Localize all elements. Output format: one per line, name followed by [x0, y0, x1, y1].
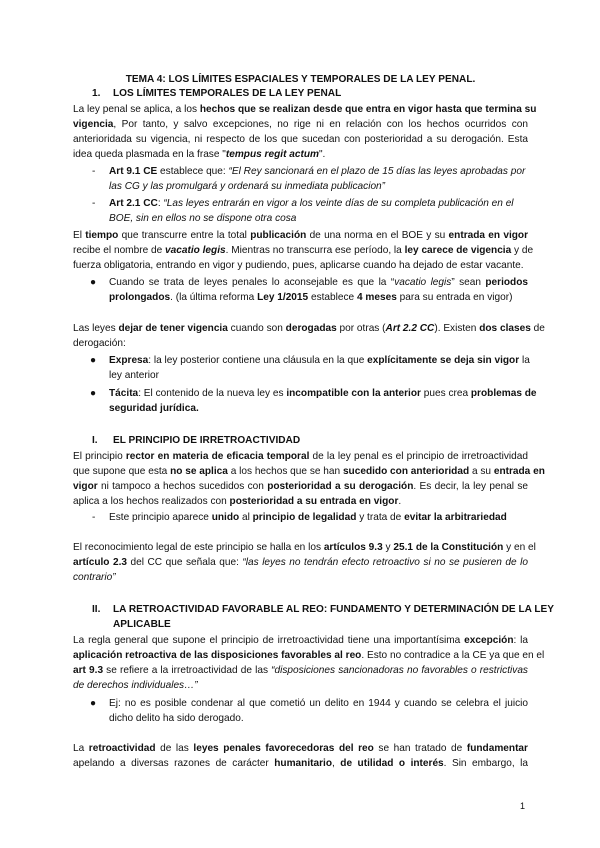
- section-heading: EL PRINCIPIO DE IRRETROACTIVIDAD: [113, 435, 301, 446]
- section-heading-continuation: APLICABLE: [113, 619, 171, 630]
- page-number: 1: [520, 801, 526, 811]
- paragraph-line: aplicación retroactiva de las disposiciones favorables al reo. Esto no contradice a la CE ya que en el: [73, 650, 545, 661]
- bullet-marker: ●: [90, 388, 97, 399]
- list-item: Este principio aparece unido al principio de legalidad y trata de evitar la arbitrariedad: [109, 512, 507, 523]
- list-item: Ej: no es posible condenar al que cometió un delito en 1944 y cuando se celebra el juicio: [109, 698, 528, 709]
- dash-marker: -: [92, 512, 96, 523]
- list-item: Expresa: la ley posterior contiene una cláusula en la que explícitamente se deja sin vigor la: [109, 355, 530, 366]
- paragraph-line: art 9.3 se refiere a la irretroactividad de las “disposiciones sancionadoras no favorables o restrictivas: [73, 665, 528, 676]
- list-item: Art 9.1 CE establece que: “El Rey sancionará en el plazo de 15 días las leyes aprobadas por: [109, 166, 526, 177]
- list-item: Cuando se trata de leyes penales lo aconsejable es que la “vacatio legis” sean periodos: [109, 277, 528, 288]
- paragraph-line: El tiempo que transcurre entre la total publicación de una norma en el BOE y su entrada en vigor: [73, 230, 529, 241]
- paragraph-line: anterioridada su vigencia, ni respecto de los que sucedan con posterioridad a su derogación. Esta: [73, 134, 528, 145]
- paragraph-line: fuerza obligatoria, entrando en vigor y pudiendo, pues, aplicarse cuando ha dejado de estar vacante.: [73, 260, 524, 271]
- bullet-marker: ●: [90, 355, 97, 366]
- list-item: Art 2.1 CC: “Las leyes entrarán en vigor a los veinte días de su completa publicación en el: [109, 198, 514, 209]
- section-number: 1.: [92, 88, 101, 99]
- paragraph-line: artículo 2.3 del CC que señala que: “las leyes no tendrán efecto retroactivo si no se pusieren de lo: [73, 557, 528, 568]
- section-number: II.: [92, 604, 101, 615]
- paragraph-line: Las leyes dejar de tener vigencia cuando son derogadas por otras (Art 2.2 CC). Existen dos clases de: [73, 323, 545, 334]
- section-heading: LOS LÍMITES TEMPORALES DE LA LEY PENAL: [113, 88, 342, 99]
- dash-marker: -: [92, 166, 96, 177]
- list-item-continuation: BOE, sin en ellos no se dispone otra cosa: [109, 213, 297, 224]
- paragraph-line: idea queda plasmada en la frase "tempus regit actum".: [73, 149, 326, 160]
- paragraph-line: vigencia, Por tanto, y salvo excepciones, no rige ni en relación con los hechos ocurridos con: [73, 119, 528, 130]
- paragraph-line: aplica a los hechos realizados con posterioridad a su entrada en vigor.: [73, 496, 402, 507]
- paragraph-line: El reconocimiento legal de este principio se halla en los artículos 9.3 y 25.1 de la Constitución y en el: [73, 542, 536, 553]
- section-number: I.: [92, 435, 98, 446]
- paragraph-line: recibe el nombre de vacatio legis. Mientras no transcurra ese período, la ley carece de vigencia y de: [73, 245, 534, 256]
- paragraph-line: vigor ni tampoco a hechos sucedidos con posterioridad a su derogación. Es decir, la ley penal se: [73, 481, 528, 492]
- paragraph-line: apelando a diversas razones de carácter humanitario, de utilidad o interés. Sin embargo, la: [73, 758, 529, 769]
- paragraph-line: contrario”: [73, 572, 116, 583]
- list-item-continuation: ley anterior: [109, 370, 159, 381]
- page-title: TEMA 4: LOS LÍMITES ESPACIALES Y TEMPORALES DE LA LEY PENAL.: [125, 74, 476, 85]
- paragraph-line: que supone que esta no se aplica a los hechos que se han sucedido con anterioridad a su entrada en: [73, 466, 545, 477]
- section-heading: LA RETROACTIVIDAD FAVORABLE AL REO: FUNDAMENTO Y DETERMINACIÓN DE LA LEY: [113, 604, 554, 615]
- paragraph-line: El principio rector en materia de eficacia temporal de la ley penal es el principio de irretroactividad: [73, 451, 528, 462]
- bullet-marker: ●: [90, 698, 97, 709]
- list-item-continuation: dicho delito ha sido derogado.: [109, 713, 244, 724]
- paragraph-line: La ley penal se aplica, a los hechos que se realizan desde que entra en vigor hasta que termina su: [73, 104, 537, 115]
- paragraph-line: La retroactividad de las leyes penales favorecedoras del reo se han tratado de fundamentar: [73, 743, 528, 754]
- list-item-continuation: prolongados. (la última reforma Ley 1/2015 establece 4 meses para su entrada en vigor): [109, 292, 513, 303]
- list-item-continuation: seguridad jurídica.: [109, 403, 199, 414]
- bullet-marker: ●: [90, 277, 97, 288]
- list-item-continuation: las CG y las promulgará y ordenará su inmediata publicacion”: [109, 181, 386, 192]
- paragraph-line: La regla general que supone el principio de irretroactividad tiene una importantísima excepción: la: [73, 635, 528, 646]
- paragraph-line: derogación:: [73, 338, 126, 349]
- list-item: Tácita: El contenido de la nueva ley es incompatible con la anterior pues crea problemas de: [109, 388, 537, 399]
- paragraph-line: de derechos individuales…”: [73, 680, 198, 691]
- dash-marker: -: [92, 198, 96, 209]
